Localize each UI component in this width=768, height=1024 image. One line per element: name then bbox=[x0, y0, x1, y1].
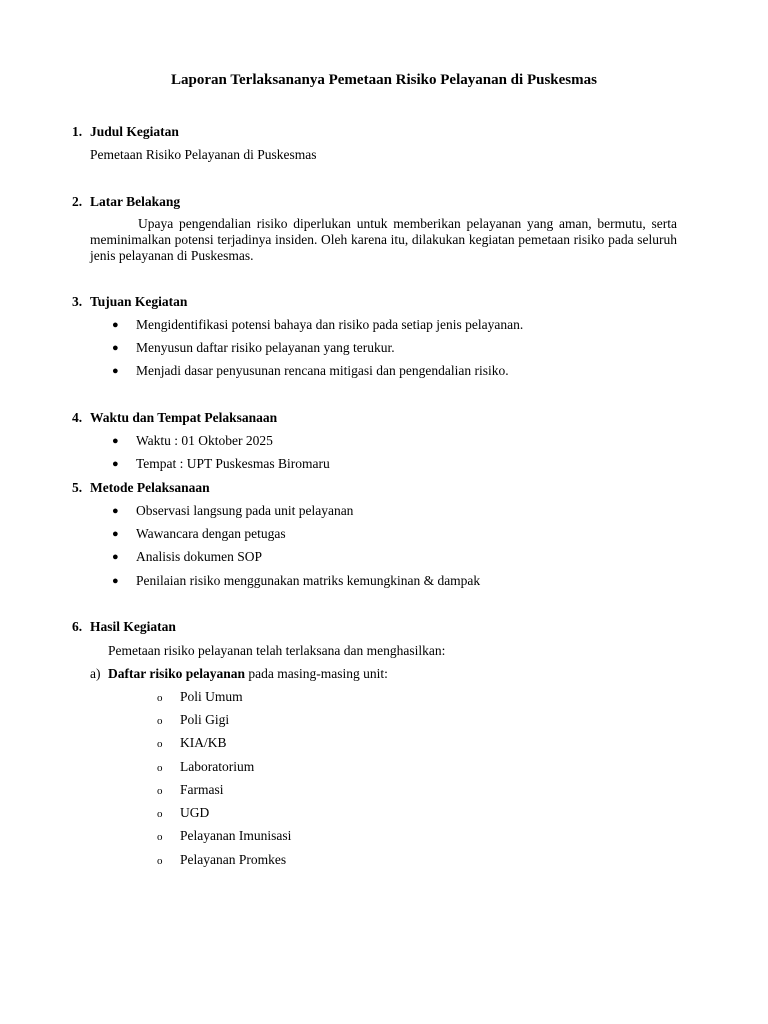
bullet-icon: ● bbox=[112, 505, 119, 517]
circle-bullet-icon: o bbox=[157, 808, 163, 820]
list-item bbox=[112, 526, 286, 542]
section-number: 1. bbox=[72, 124, 83, 139]
list-item bbox=[157, 712, 229, 728]
list-item bbox=[112, 573, 480, 589]
list-item bbox=[112, 456, 330, 472]
section-title: Waktu dan Tempat Pelaksanaan bbox=[90, 410, 278, 425]
circle-bullet-icon: o bbox=[157, 855, 163, 867]
bullet-icon: ● bbox=[112, 528, 119, 540]
bullet-icon: ● bbox=[112, 319, 119, 331]
section-2-paragraph: Upaya pengendalian risiko diperlukan untuk memberikan pelayanan yang aman, bermutu, serta meminimalkan potensi terjadinya insiden. Oleh karena itu, dilakukan kegiatan pemetaan risiko pada seluruh jenis pelayanan di Puskesmas. bbox=[90, 216, 677, 263]
section-title: Latar Belakang bbox=[90, 194, 181, 209]
section-1-heading bbox=[72, 124, 179, 140]
bullet-icon: ● bbox=[112, 342, 119, 354]
circle-bullet-icon: o bbox=[157, 692, 163, 704]
list-item-text: KIA/KB bbox=[180, 735, 227, 750]
section-6-heading bbox=[72, 619, 176, 635]
list-item-text: Waktu : 01 Oktober 2025 bbox=[136, 433, 273, 448]
list-item bbox=[112, 549, 262, 565]
section-title: Hasil Kegiatan bbox=[90, 619, 176, 634]
sub-item-a bbox=[90, 666, 388, 682]
section-number: 2. bbox=[72, 194, 83, 209]
list-item bbox=[112, 433, 273, 449]
section-number: 5. bbox=[72, 480, 83, 495]
list-item-text: Wawancara dengan petugas bbox=[136, 526, 286, 541]
section-number: 3. bbox=[72, 294, 83, 309]
list-item bbox=[157, 805, 209, 821]
list-item-text: UGD bbox=[180, 805, 210, 820]
list-item-text: Analisis dokumen SOP bbox=[136, 549, 263, 564]
list-item-text: Menyusun daftar risiko pelayanan yang terukur. bbox=[136, 340, 395, 355]
list-item bbox=[112, 503, 353, 519]
list-item-text: Mengidentifikasi potensi bahaya dan risiko pada setiap jenis pelayanan. bbox=[136, 317, 524, 332]
sub-item-marker: a) bbox=[90, 666, 101, 681]
list-item bbox=[157, 852, 286, 868]
section-title: Judul Kegiatan bbox=[90, 124, 179, 139]
list-item bbox=[112, 340, 395, 356]
list-item bbox=[112, 317, 523, 333]
bullet-icon: ● bbox=[112, 458, 119, 470]
list-item-text: Observasi langsung pada unit pelayanan bbox=[136, 503, 354, 518]
section-2-heading bbox=[72, 194, 180, 210]
list-item bbox=[157, 828, 291, 844]
list-item-text: Poli Gigi bbox=[180, 712, 230, 727]
list-item-text: Penilaian risiko menggunakan matriks kemungkinan & dampak bbox=[136, 573, 481, 588]
circle-bullet-icon: o bbox=[157, 715, 163, 727]
list-item bbox=[112, 363, 509, 379]
list-item-text: Menjadi dasar penyusunan rencana mitigasi dan pengendalian risiko. bbox=[136, 363, 509, 378]
section-1-body: Pemetaan Risiko Pelayanan di Puskesmas bbox=[90, 147, 317, 162]
list-item-text: Poli Umum bbox=[180, 689, 243, 704]
section-4-heading bbox=[72, 410, 277, 426]
circle-bullet-icon: o bbox=[157, 831, 163, 843]
list-item-text: Farmasi bbox=[180, 782, 224, 797]
list-item bbox=[157, 689, 243, 705]
list-item bbox=[157, 759, 254, 775]
section-title: Metode Pelaksanaan bbox=[90, 480, 210, 495]
section-title: Tujuan Kegiatan bbox=[90, 294, 188, 309]
list-item-text: Laboratorium bbox=[180, 759, 255, 774]
circle-bullet-icon: o bbox=[157, 762, 163, 774]
bullet-icon: ● bbox=[112, 575, 119, 587]
list-item bbox=[157, 735, 227, 751]
section-number: 4. bbox=[72, 410, 83, 425]
sub-item-bold-text: Daftar risiko pelayanan bbox=[108, 666, 246, 681]
section-3-heading bbox=[72, 294, 187, 310]
bullet-icon: ● bbox=[112, 551, 119, 563]
list-item-text: Tempat : UPT Puskesmas Biromaru bbox=[136, 456, 330, 471]
document-title: Laporan Terlaksananya Pemetaan Risiko Pelayanan di Puskesmas bbox=[171, 72, 597, 88]
section-6-intro: Pemetaan risiko pelayanan telah terlaksana dan menghasilkan: bbox=[108, 643, 446, 658]
list-item-text: Pelayanan Imunisasi bbox=[180, 828, 292, 843]
list-item bbox=[157, 782, 224, 798]
bullet-icon: ● bbox=[112, 365, 119, 377]
section-number: 6. bbox=[72, 619, 83, 634]
bullet-icon: ● bbox=[112, 435, 119, 447]
list-item-text: Pelayanan Promkes bbox=[180, 852, 287, 867]
circle-bullet-icon: o bbox=[157, 738, 163, 750]
circle-bullet-icon: o bbox=[157, 785, 163, 797]
section-5-heading bbox=[72, 480, 210, 496]
sub-item-text: pada masing-masing unit: bbox=[245, 666, 388, 681]
